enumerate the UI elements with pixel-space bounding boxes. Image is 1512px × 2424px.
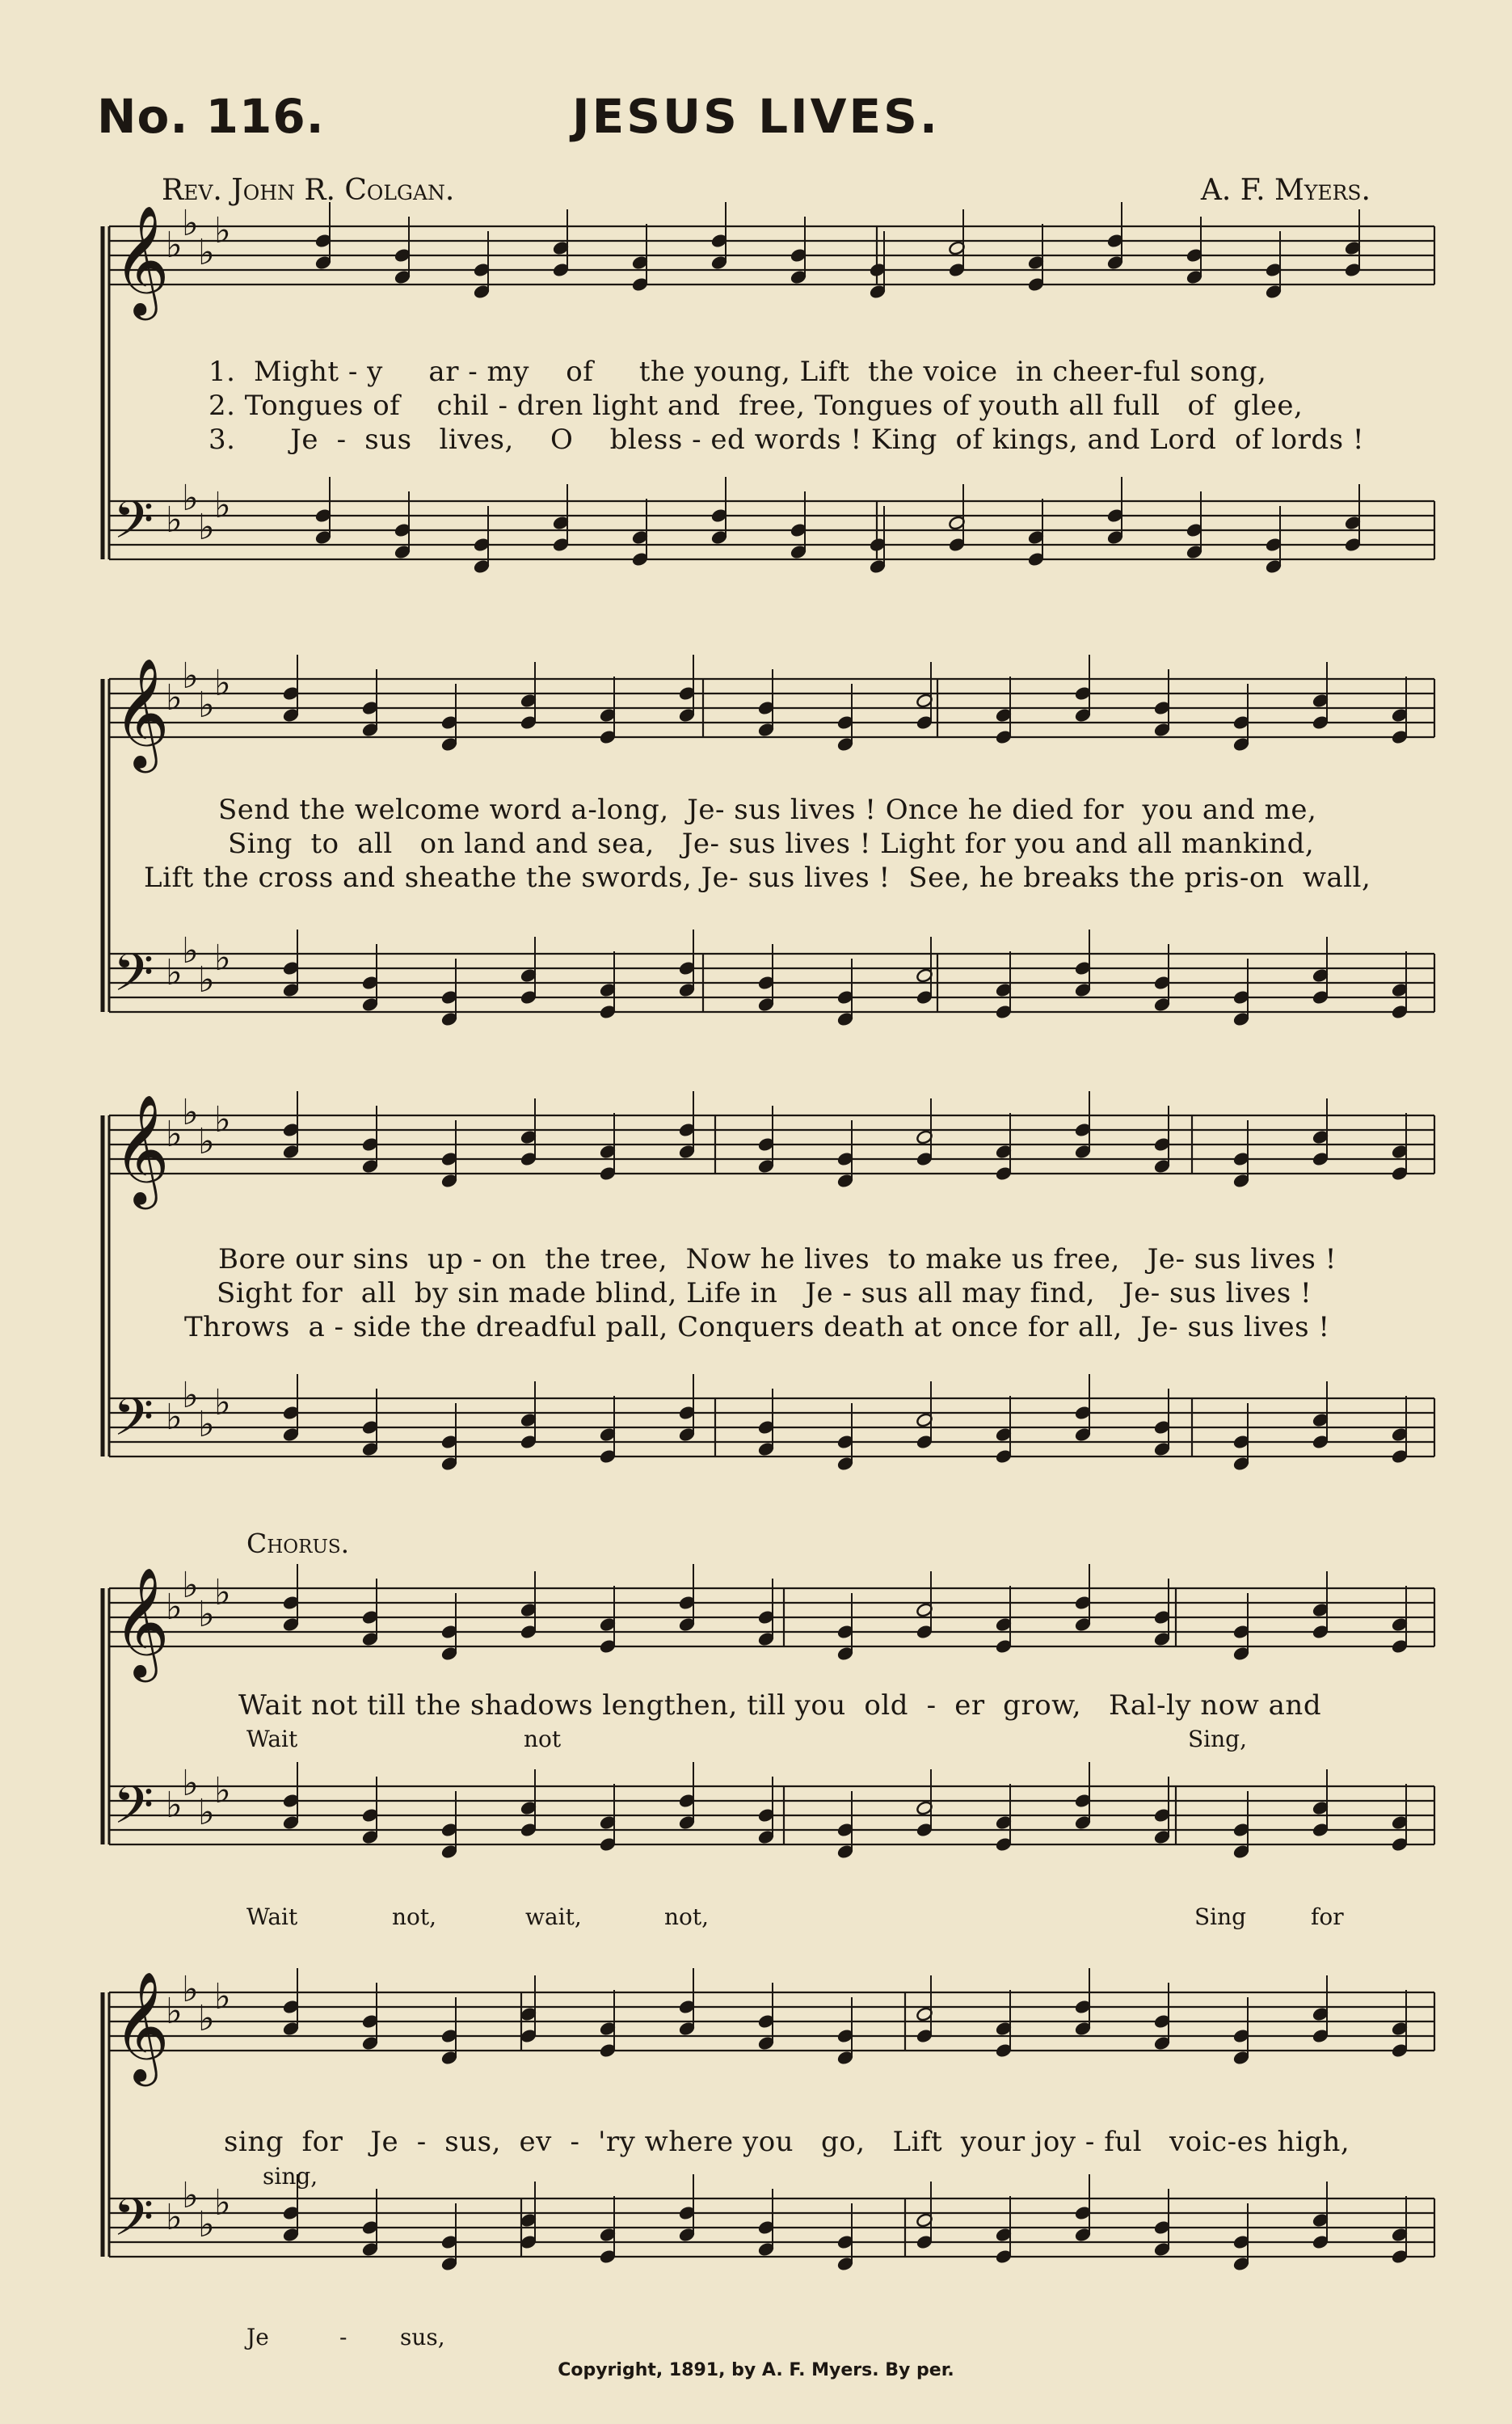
chorus-cue-lower-1: Wait [246, 1903, 298, 1930]
flat-icon: ♭ [198, 507, 215, 548]
flat-icon: ♭ [166, 677, 183, 719]
flat-icon: ♭ [198, 1404, 215, 1445]
flat-icon: ♭ [182, 1763, 199, 1804]
chorus-line-1: Wait not till the shadows lengthen, till you old - er grow, Ral-ly now and [238, 1689, 1322, 1722]
flat-icon: ♭ [182, 1092, 199, 1133]
flat-icon: ♭ [198, 1998, 215, 2039]
flat-icon: ♭ [214, 1099, 231, 1140]
verse-3-line-1: 3. Je - sus lives, O bless - ed words ! King of kings, and Lord of lords ! [208, 424, 1365, 456]
chorus-cue-lower-6: for [1311, 1903, 1344, 1930]
chorus-cue-lower-3: wait, [525, 1903, 582, 1930]
verse-2-line-2: Sing to all on land and sea, Je- sus lives ! Light for you and all mankind, [228, 828, 1315, 860]
flat-icon: ♭ [214, 485, 231, 526]
flat-icon: ♭ [214, 2182, 231, 2224]
flat-icon: ♭ [182, 203, 199, 244]
verse-3-line-2: Lift the cross and sheathe the swords, Je- sus lives ! See, he breaks the pris-on wall, [144, 862, 1371, 894]
bass-clef-icon: 𝄢 [113, 1776, 154, 1849]
verse-1-line-2: Send the welcome word a-long, Je- sus lives ! Once he died for you and me, [218, 794, 1317, 826]
chorus-cue-upper-1: Wait [246, 1726, 298, 1752]
flat-icon: ♭ [182, 930, 199, 972]
verse-3-line-3: Throws a - side the dreadful pall, Conquers death at once for all, Je- sus lives ! [184, 1311, 1330, 1343]
flat-icon: ♭ [182, 478, 199, 519]
bass-clef-icon: 𝄢 [113, 491, 154, 563]
chorus-line-2: sing for Je - sus, ev - 'ry where you go, Lift your joy - ful voic-es high, [224, 2126, 1350, 2158]
flat-icon: ♭ [214, 938, 231, 979]
flat-icon: ♭ [166, 952, 183, 993]
flat-icon: ♭ [182, 1565, 199, 1606]
verse-1-line-3: Bore our sins up - on the tree, Now he lives to make us free, Je- sus lives ! [218, 1243, 1337, 1275]
flat-icon: ♭ [214, 1770, 231, 1811]
flat-icon: ♭ [198, 1121, 215, 1162]
flat-icon: ♭ [198, 959, 215, 1001]
flat-icon: ♭ [166, 1587, 183, 1628]
flat-icon: ♭ [182, 1969, 199, 2010]
flat-icon: ♭ [166, 1397, 183, 1438]
chorus-cue-upper-4: sing, [263, 2163, 318, 2190]
hymn-number: No. 116. [97, 89, 325, 144]
flat-icon: ♭ [198, 1792, 215, 1833]
treble-clef-icon: 𝄞 [113, 1093, 170, 1204]
chorus-cue-lower-8: - [339, 2324, 347, 2350]
chorus-cue-lower-2: not, [392, 1903, 437, 1930]
flat-icon: ♭ [214, 210, 231, 251]
bass-clef-icon: 𝄢 [113, 1388, 154, 1461]
lyricist-credit: Rev. John R. Colgan. [162, 174, 455, 207]
chorus-label: Chorus. [246, 1528, 350, 1559]
bass-clef-icon: 𝄢 [113, 2188, 154, 2261]
verse-1-line-1: 1. Might - y ar - my of the young, Lift the voice in cheer-ful song, [208, 356, 1267, 388]
flat-icon: ♭ [198, 2204, 215, 2245]
chorus-cue-lower-9: sus, [400, 2324, 445, 2350]
flat-icon: ♭ [198, 685, 215, 726]
flat-icon: ♭ [166, 1991, 183, 2032]
flat-icon: ♭ [214, 1976, 231, 2017]
flat-icon: ♭ [166, 2197, 183, 2238]
flat-icon: ♭ [214, 1382, 231, 1423]
flat-icon: ♭ [198, 1594, 215, 1635]
verse-2-line-3: Sight for all by sin made blind, Life in Je - sus all may find, Je- sus lives ! [217, 1277, 1312, 1309]
flat-icon: ♭ [166, 1114, 183, 1155]
treble-clef-icon: 𝄞 [113, 1566, 170, 1677]
treble-clef-icon: 𝄞 [113, 1970, 170, 2081]
flat-icon: ♭ [198, 232, 215, 273]
verse-2-line-1: 2. Tongues of chil - dren light and free, Tongues of youth all full of glee, [208, 390, 1304, 422]
flat-icon: ♭ [182, 2175, 199, 2216]
chorus-cue-upper-2: not [524, 1726, 562, 1752]
flat-icon: ♭ [214, 1572, 231, 1613]
copyright-notice: Copyright, 1891, by A. F. Myers. By per. [558, 2360, 954, 2380]
chorus-cue-lower-4: not, [664, 1903, 710, 1930]
chorus-cue-lower-5: Sing [1194, 1903, 1247, 1930]
flat-icon: ♭ [166, 1785, 183, 1826]
hymn-title: JESUS LIVES. [572, 89, 940, 144]
flat-icon: ♭ [182, 656, 199, 697]
treble-clef-icon: 𝄞 [113, 204, 170, 315]
flat-icon: ♭ [166, 225, 183, 266]
chorus-cue-lower-7: Je [246, 2324, 269, 2350]
chorus-cue-upper-3: Sing, [1188, 1726, 1247, 1752]
treble-clef-icon: 𝄞 [113, 656, 170, 768]
composer-credit: A. F. Myers. [1200, 174, 1371, 207]
bass-clef-icon: 𝄢 [113, 943, 154, 1016]
flat-icon: ♭ [166, 500, 183, 541]
flat-icon: ♭ [214, 663, 231, 704]
flat-icon: ♭ [182, 1375, 199, 1416]
